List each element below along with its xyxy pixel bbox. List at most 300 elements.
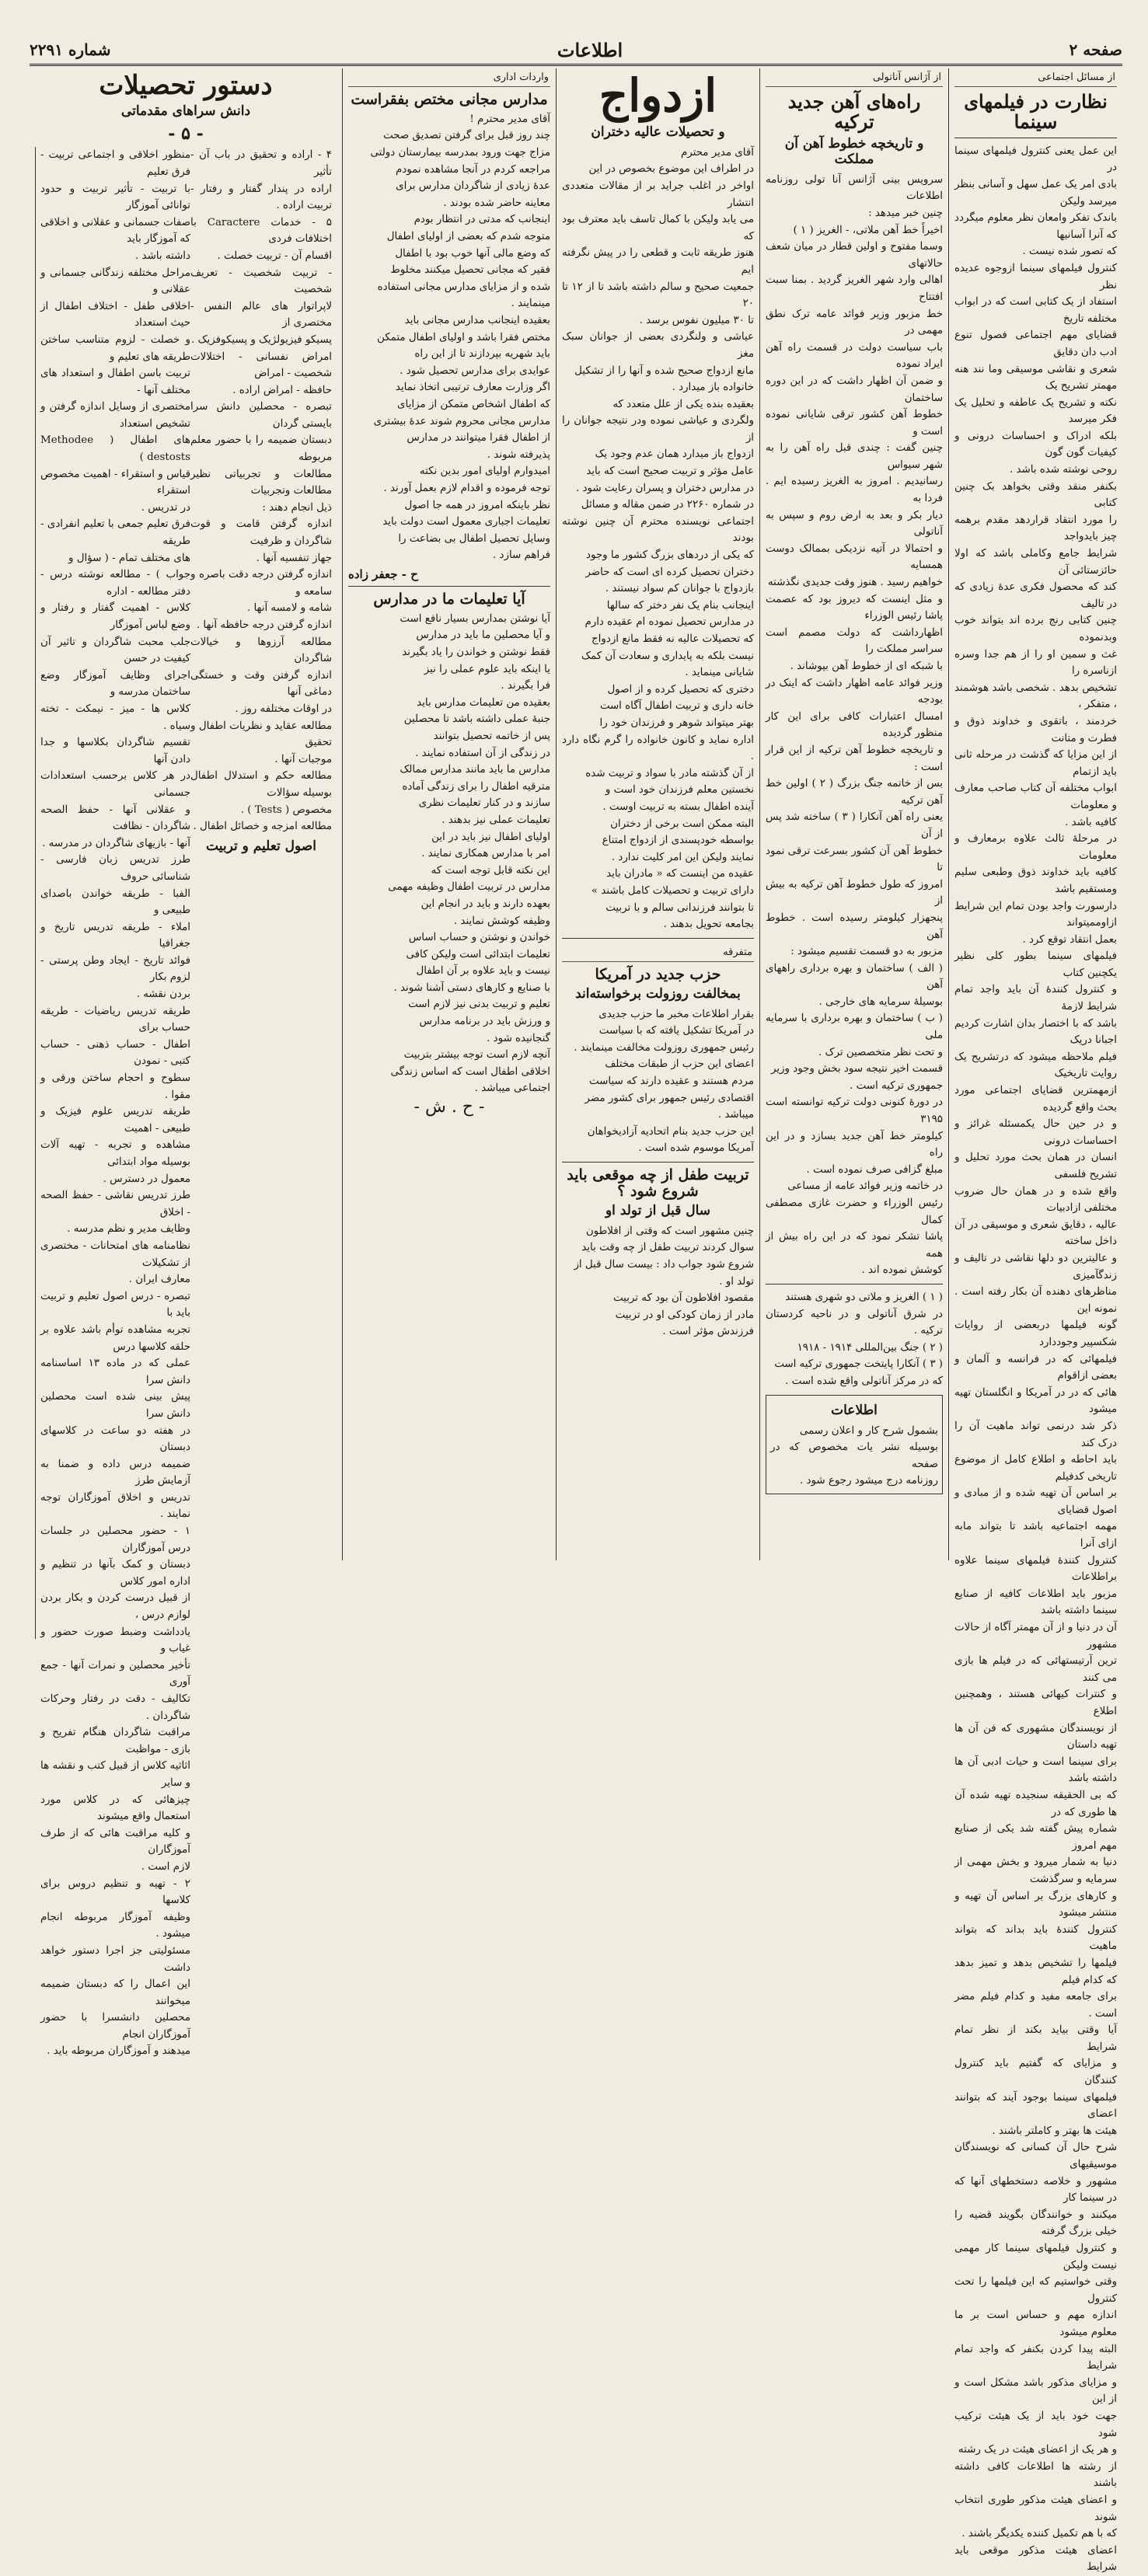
text-line: شایانی مینماید . (685, 667, 754, 679)
text-line: و هر یک از اعضای هیئت در یک رشته (958, 2444, 1117, 2456)
text-line: در خاتمه وزیر فوائد عامه از مساعی (787, 1180, 943, 1193)
text-line: منظور اخلاقی و اجتماعی تربیت - فرق تعلیم (40, 149, 190, 178)
text-line: اظهارداشت که دولت مصمم است سراسر مملکت را (766, 626, 943, 656)
text-line: استفاد از یک کتابی است که در ابواب مختلفه تاریخ (954, 296, 1117, 325)
text-line: پاشا تشکر نمود که در این راه بیش از همه (766, 1231, 943, 1260)
text-line: ( ۳ ) آنکارا پایتخت جمهوری ترکیه است (774, 1358, 943, 1371)
text-line: که تصور شده نیست . (1022, 246, 1117, 258)
page-number: صفحه ۲ (1069, 40, 1122, 59)
section-kicker: متفرقه (562, 943, 754, 962)
text-line: باشد که با اختصار بدان اشارت کردیم اجبانا دریک (954, 1017, 1117, 1047)
text-line: تولد او . (719, 1275, 754, 1288)
text-line: و کنترول فیلمهای سینما کار مهمی نیست ولیکن (954, 2243, 1117, 2271)
text-line: گنجانیده شود . (487, 1032, 550, 1044)
text-line: جمعیت صحیح و سالم داشته باشد تا از ۱۲ تا ۲۰ (562, 281, 754, 310)
text-line: تربیت باسن اطفال و استعداد های مختلف آنها - (40, 368, 190, 396)
text-line: تعلیمات عملی نیز بدهند . (441, 814, 550, 826)
text-line: آیا نوشتن بمدارس بسیار نافع است (400, 612, 550, 625)
text-line: باید احاطه و اطلاع کامل از موضوع تاریخی کدفیلم (954, 1454, 1117, 1483)
text-line: امیدوارم اولیای امور بدین نکته (419, 465, 550, 478)
text-line: تعلیمات ابتدائی است ولیکن کافی (406, 948, 550, 960)
text-line: ذیل انجام دهند : (262, 501, 332, 514)
text-line: واقع شده و در همان حال ضروب مختلفی ازادبیات (954, 1185, 1117, 1215)
text-line: فقیر که مجانی تحصیل میکنند مخلوط (390, 264, 550, 277)
text-line: فرا بگیرند . (501, 680, 550, 692)
text-line: پس از خاتمه تحصیل بتوانند (433, 730, 550, 742)
text-line: در زندگی از آن استفاده نمایند . (415, 747, 550, 759)
text-line: سطوح و احجام ساختن ورقی و مقوا . (40, 1072, 190, 1101)
column-kicker: واردات اداری (348, 68, 550, 87)
text-line: کافیه باشد . (1065, 816, 1117, 828)
text-line: وظیفه آموزگار مربوطه انجام میشود . (40, 1911, 190, 1940)
text-line: اخلاقی اطفال است که اساس زندگی (390, 1065, 550, 1078)
text-line: اطفال - حساب ذهنی - حساب کتبی - نمودن (40, 1038, 190, 1068)
text-line: آیا وقتی بیاید بکند از نظر تمام شرایط (954, 2024, 1117, 2053)
text-line: وقتی خواستیم که این فیلمها را تحت کنترول (954, 2276, 1117, 2305)
text-line: برای سینما است و حیات ادبی آن ها داشته باشد (954, 1755, 1117, 1785)
text-line: دارسورت واجد بودن تمام این شرایط ازاوممیتواند (954, 900, 1117, 929)
text-line: کلاس ها - میز - نیمکت - تخته سیاه . (40, 702, 190, 732)
columns (30, 68, 1122, 2574)
text-line: بواسطه خودپسندی از ازدواج امتناع (602, 835, 754, 847)
curriculum-right (190, 147, 337, 1639)
text-line: آن در دنیا و از آن مهمتر آگاه از حالات مشهور (954, 1622, 1117, 1651)
notice-title: اطلاعات (831, 1402, 878, 1418)
text-line: تأخیر محصلین و نمرات آنها - جمع آوری (40, 1659, 190, 1689)
text-line: دنیا به شمار میرود و بخش مهمی از سرمایه و سرگذشت (954, 1856, 1117, 1885)
text-line: کنترول کنندۀ باید بداند که بتواند ماهیت (954, 1923, 1117, 1953)
paper-name: اطلاعات (557, 38, 623, 61)
text-line: بقرار اطلاعات مخبر ما حزب جدیدی (598, 1008, 754, 1020)
text-line: ۵ - خدمات Caractere با اختلافات فردی (190, 216, 332, 246)
text-line: ذکر شد درنمی تواند ماهیت آن را درک کند (954, 1420, 1117, 1449)
text-line: فیلم ملاحظه میشود که درتشریح یک روایت تاریخیک (954, 1051, 1117, 1080)
text-line: مترقیه اطفال را برای زندگی آماده (402, 780, 550, 793)
text-line: تجربه مشاهده توأم باشد علاوه بر حلقه کلاسها درس (40, 1323, 190, 1353)
footnotes (766, 1289, 943, 1390)
text-line: مانع ازدواج صحیح شده و آنها را از تشکیل (574, 364, 754, 377)
text-line: نیست و باید علاوه بر آن اطفال (416, 965, 550, 978)
text-line: اجتماعی نویسنده محترم آن چنین نوشته بودند (562, 515, 754, 545)
section-title: حزب جدید در آمریکا (595, 965, 721, 983)
text-line: اراده در پندار گفتار و رفتار - تربیت اراده . (190, 183, 332, 212)
text-line: بعمل انتقاد توقع کرد . (1022, 933, 1117, 946)
text-line: و کلیه مراقبت هائی که از طرف آموزگاران (40, 1827, 190, 1856)
text-line: خانه داری و تربیت اطفال آگاه است (599, 700, 754, 713)
text-line: مزبور باید اطلاعات کافیه از صنایع سینما داشته باشد (954, 1588, 1117, 1617)
text-line: کوشش نموده اند . (861, 1264, 943, 1277)
text-line: چنین مشهور است که وقتی از افلاطون (585, 1225, 754, 1237)
text-line: که تحصیلات عالیه نه فقط مانع ازدواج (591, 633, 754, 646)
text-line: و ضمن آن اظهار داشت که در این دوره ساختمان (766, 375, 943, 404)
text-line: جواب ) - مطالعه نوشته درس - دفتر مطالعه - اداره (40, 569, 190, 598)
second-body (348, 611, 550, 1097)
text-line: تعلیمات اجباری معمول است دولت باید (382, 516, 550, 528)
text-line: مهمه اجتماعیه باشد تا بتواند مابه ازای آنرا (954, 1521, 1117, 1550)
text-line: کند که محصول فکری عدۀ زیادی که در تالیف (954, 581, 1117, 610)
bottom-title: تربیت طفل از چه موقعی باید شروع شود ؟ (567, 1166, 749, 1200)
text-line: تا بتوانند فرزندانی سالم و با تربیت (605, 901, 754, 914)
masthead (30, 36, 1122, 66)
text-line: بعقیده اینجانب مدارس مجانی باید (404, 315, 550, 327)
text-line: که در مرکز آناتولی واقع شده است . (785, 1375, 943, 1387)
text-line: سازند و در کنار تعلیمات نظری (418, 797, 550, 810)
text-line: اداره نماید و کانون خانواده را گرم نگاه دارد . (562, 734, 754, 763)
article-subtitle: دانش سراهای مقدماتی (120, 103, 251, 120)
text-line: بس از خاتمه جنگ بزرگ ( ۲ ) اولین خط آهن ترکیه (766, 778, 944, 807)
text-line: معارف ایران . (128, 1274, 190, 1286)
text-line: تبصره - محصلین دانش سرا بایستی گردان (190, 401, 332, 430)
text-line: آنچه لازم است توجه بیشتر بتربیت (403, 1049, 550, 1061)
text-line: می یابد ولیکن با کمال تاسف باید معترف بود که (562, 214, 754, 242)
text-line: کنترول کنندۀ فیلمهای سینما علاوه براطلاعات (954, 1554, 1117, 1584)
text-line: غث و سمین او را از هم جدا وسره ازناسره را (954, 648, 1117, 678)
text-line: فیلمها را تشخیص بدهد و تمیز بدهد که کدام فیلم (954, 1957, 1117, 1986)
text-line: وظیفه کوشش نمایند . (453, 915, 550, 927)
text-line: این نکته قابل توجه است که (431, 864, 550, 877)
text-line: و عقلانی آنها - حفظ الصحه شاگردان - نظافت (40, 803, 190, 833)
column-marriage (556, 68, 759, 1560)
text-line: و احتمالا در آتیه نزدیکی بممالک دوست همسایه (766, 542, 943, 572)
text-line: اینجانب بنام یک نفر دختر که سالها (606, 599, 754, 612)
text-line: آقای مدیر محترم ! (469, 113, 550, 125)
text-line: مطالعه حکم و استدلال اطفال بوسیله سؤالات (190, 770, 332, 799)
bottom-subtitle: سال قبل از تولد او (605, 1202, 711, 1218)
text-line: یادداشت وضبط صورت حضور و غیاب و (40, 1626, 190, 1655)
text-line: شرایط جامع وکاملی باشد که اولا حائزستائی آن (954, 548, 1117, 577)
text-line: عقیده من اینست که « مادران باید (606, 868, 754, 880)
text-line: فراهم سازد . (493, 549, 550, 562)
text-line: آقای مدیر محترم (680, 146, 754, 159)
text-line: اعضای هیئت مذکور موقعی باید شرایط (954, 2544, 1117, 2574)
text-line: جلب محبت شاگردان و تاثیر آن کیفیت در حسن (40, 636, 190, 665)
notice-box (766, 1395, 943, 1494)
text-line: عدۀ زیادی از شاگردان مدارس برای (396, 180, 550, 193)
text-line: فرزندش مؤثر است . (662, 1326, 754, 1338)
text-line: محصلین دانشسرا با حضور آموزگاران انجام (40, 2012, 190, 2041)
text-line: ۱ - حضور محصلین در جلسات درس آموزگاران (40, 1525, 190, 1554)
text-line: اجرای وظایف آموزگار وضع ساختمان مدرسه و (40, 669, 190, 699)
text-line: باب سیاست دولت در قسمت راه آهن ایراد نموده (766, 341, 943, 371)
text-line: و عالیترین دو دلها نقاشی در تالیف و زندگآمیزی (954, 1252, 1117, 1281)
text-line: عیاشی و ولنگردی بعضی از جوانان سبک مغز (562, 331, 754, 360)
text-line: اخیراً خط آهن ملاتی، - الغریز ( ۱ ) (793, 224, 943, 236)
column-kicker: از مسائل اجتماعی (954, 68, 1117, 87)
text-line: در شماره ۲۲۶۰ در ضمن مقاله و مسائل (581, 499, 754, 511)
text-line: از رشته ها اطلاعات کافی داشته باشند (954, 2460, 1117, 2490)
text-line: اجتماعی میباشد . (474, 1082, 550, 1095)
text-line: که وضع مالی آنها خوب بود با اطفال (395, 247, 550, 260)
text-line: ازدواج باز میدارد همان عدم وجود یک (595, 448, 754, 461)
text-line: روزنامه درج میشود رجوع شود . (800, 1475, 938, 1487)
text-line: کیلومتر خط آهن جدید بسازد و در این راه (766, 1130, 943, 1159)
text-line: را مورد انتقاد قراردهد مقدم برهمه چیز بایدواجد (954, 514, 1117, 543)
text-line: یعنی راه آهن آنکارا ( ۳ ) ساخته شد پس از آن (766, 811, 943, 840)
text-line: در آمریکا تشکیل یافته که با سیاست (598, 1025, 754, 1037)
text-line: در اوقات مختلفه روز . (235, 702, 332, 715)
notice-body (770, 1423, 938, 1490)
text-line: اقسام آن - تربیت خصلت . (217, 249, 332, 262)
column-free-schools (342, 68, 556, 1560)
text-line: امسال اعتبارات کافی برای این کار منظور گردیده (766, 710, 943, 740)
text-line: ( الف ) ساختمان و بهره برداری راههای آهن (766, 962, 943, 992)
text-line: متوجه شدم که بعضی از اولیای اطفال (386, 231, 550, 243)
text-line: خانواده باز میدارد . (672, 382, 754, 394)
text-line: اندازه گرفتن درجه دقت باصره و سامعه و (190, 569, 332, 598)
text-line: دبستان و کمک بآنها در تنظیم و اداره امور کلاس (40, 1559, 190, 1588)
divider (348, 586, 550, 587)
text-line: ۴ - اراده و تحقیق در باب آن - تأثیر (190, 149, 332, 178)
text-line: الفبا - طریقه خواندن باصدای طبیعی و (40, 887, 190, 917)
text-line: های مختلف تمام - ( سؤال و (68, 552, 190, 564)
text-line: اخلاقی طفل - اختلاف اطفال از حیث استعداد (40, 300, 190, 329)
text-line: بازدواج با جوانان کم سواد نیستند . (605, 583, 754, 595)
text-line: وظایف مدیر و نظم مدرسه . (67, 1223, 190, 1236)
text-line: جنبۀ عملی داشته باشد تا محصلین (403, 713, 550, 726)
text-line: بعقیده بنده یکی از علل متعدد که (612, 398, 754, 410)
text-line: چند روز قبل برای گرفتن تصدیق صحت (382, 130, 550, 142)
text-line: و خصلت - لزوم متناسب ساختن طریقه های تعلیم و (40, 333, 190, 363)
text-line: خطوط آهن آن کشور بسرعت ترقی نمود تا (766, 845, 943, 874)
divider (562, 1162, 754, 1163)
article-subtitle: و تحصیلات عالیه دختران (591, 124, 725, 140)
text-line: تعلیم و تربیت بدنی نیز لازم است (408, 999, 550, 1011)
text-line: بردن نقشه . (136, 988, 190, 1001)
text-line: و مزایای که گفتیم باید کنترول کنندگان (954, 2058, 1117, 2087)
text-line: املاء - طریقه تدریس تاریخ و جغرافیا (40, 921, 190, 950)
text-line: پذیرفته شوند . (487, 448, 550, 461)
text-line: نظر باینکه امروز در همه جا اصول (404, 499, 550, 511)
text-line: با تربیت - تأثیر تربیت و حدود توانائی آموزگار (40, 183, 190, 212)
text-line: در شرق آناتولی و در ناحیه کردستان ترکیه . (766, 1308, 943, 1337)
text-line: که با هم تکمیل کننده یکدیگر باشند . (961, 2528, 1117, 2540)
text-line: در مرحلۀ ثالث علاوه برمعارف و معلومات (954, 833, 1117, 862)
text-line: عامل مؤثر و تربیت صحیح است که باید (586, 465, 754, 478)
text-line: گونه فیلمها دربعضی از روایات شکسپیر وجوددارد (954, 1319, 1117, 1348)
text-line: و کنترات کیهائی هستند ، وهمچنین اطلاع (954, 1689, 1117, 1717)
text-line: که بی الحقیقه سنجیده تهیه شده آن ها طوری که در (954, 1789, 1117, 1818)
text-line: بوسیلۀ سرمایه های خارجی . (818, 995, 943, 1008)
text-line: بهتر میتواند شوهر و فرزندان خود را (599, 716, 754, 729)
text-line: اگر وزارت معارف ترتیبی اتخاذ نماید (395, 382, 550, 394)
text-line: مبلغ گزافی صرف نموده است . (806, 1163, 943, 1176)
text-line: طرز تدریس زبان فارسی - شناسائی حروف (40, 854, 190, 883)
text-line: مردم هستند و عقیده دارند که سیاست (589, 1075, 754, 1087)
text-line: و آیا محصلین ما باید در مدارس (416, 629, 550, 642)
text-line: فیلمهای سینما بطور کلی نظیر یکچنین کتاب (954, 950, 1117, 979)
text-line: سرویس بینی آژانس آنا تولی روزنامه اطلاعات (766, 173, 943, 203)
text-line: طریقه تدریس علوم فیزیک و طبیعی - اهمیت (40, 1106, 190, 1135)
text-line: امروز که طول خطوط آهن ترکیه به بیش از (766, 878, 943, 908)
column-kicker: از آژانس آناتولی (766, 68, 943, 87)
text-line: مدارس ما باید مانند مدارس ممالک (400, 764, 550, 776)
text-line: البته ممکن است برخی از دختران (610, 817, 754, 830)
text-line: مطالعه آرزوها و خیالات شاگردان (190, 636, 332, 665)
text-line: خط مزبور وزیر فوائد عامه ترک نطق مهمی در (766, 308, 943, 337)
text-line: دیار بکر و بعد به ارض روم و سپس به آناتولی (766, 509, 943, 539)
text-line: تبصره - درس اصول تعلیم و تربیت باید با (40, 1290, 190, 1319)
text-line: این عمل یعنی کنترول فیلمهای سینما در (954, 145, 1117, 174)
bottom-body (562, 1223, 754, 1340)
text-line: مسئولیتی جز اجرا دستور خواهد داشت (40, 1944, 190, 1974)
text-line: هنوز طریقه ثابت و قطعی را در پیش نگرفته ایم (562, 247, 754, 276)
text-line: جهت خود باید از یک هیئت ترکیب شود (954, 2410, 1117, 2439)
text-line: پیش بینی شده است محصلین دانش سرا (40, 1391, 190, 1420)
text-line: میباشد . (717, 1109, 754, 1121)
text-line: رئیس جمهوری روزولت مخالفت مینمایند . (574, 1041, 754, 1054)
text-line: بجامعه تحویل بدهند . (663, 919, 754, 931)
text-line: دبستان ضمیمه را با حضور معلم مربوطه (190, 434, 332, 464)
text-line: اندازه گرفتن درجه حافظه آنها . (196, 619, 332, 632)
text-line: صفات جسمانی و عقلانی و اخلاقی که آموزگار باید (40, 216, 190, 246)
text-line: فیلمهای سینما بوجود آیند که بتوانند اعضای (954, 2091, 1117, 2121)
text-line: عوایدی برای مدارس تحصیل شود . (400, 364, 550, 377)
text-line: پسیکو فیزیولژیک و پسیکوفزیک . (191, 333, 332, 346)
text-line: نیست بلکه به پایداری و سعادت آن کمک (581, 650, 754, 662)
text-line: از آن گذشته مادر با سواد و تربیت شده (585, 767, 754, 779)
text-line: ۲ - تهیه و تنظیم دروس برای کلاسها (40, 1877, 190, 1907)
text-line: در اطراف این موضوع بخصوص در این (588, 163, 754, 176)
article-title: مدارس مجانی مختص بفقراست (351, 91, 548, 108)
text-line: در دورۀ کنونی دولت ترکیه توانسته است ۳۱۹۵ (766, 1096, 943, 1126)
text-line: میکنند و خوانندگان بگویند قضیه را خیلی بزرگ گرفته (954, 2208, 1117, 2238)
text-line: که اطفال اشخاص متمکن از مزایای (397, 398, 550, 410)
text-line: مادر از زمان کودکی او در تربیت (615, 1309, 754, 1321)
text-line: یا اینکه باید علوم عملی را نیز (424, 663, 550, 675)
text-line: و کنترول کنندۀ آن باید واجد تمام شرایط لازمۀ (954, 984, 1117, 1013)
article-body (562, 145, 754, 933)
text-line: شعری و نقاشی موسیقی وما نند هنه مهمتر تشریح یک (954, 363, 1117, 392)
article-title: راه‌های آهن جدید ترکیه (787, 90, 921, 134)
text-line: معاینه حاضر شده بودند . (443, 197, 550, 209)
article-body (766, 172, 943, 1279)
text-line: اقتصادی رئیس جمهور برای کشور مضر (584, 1092, 754, 1104)
text-line: در هفته دو ساعت در کلاسهای دبستان (40, 1424, 190, 1454)
text-line: بشمول شرح کار و اعلان رسمی (799, 1424, 938, 1437)
text-line: این اعمال را که دبستان ضمیمه میخوانند (40, 1978, 190, 2007)
text-line: امر با مدارس همکاری نمایند . (421, 848, 550, 860)
text-line: تکالیف - دقت در رفتار وحرکات شاگردان . (40, 1693, 190, 1722)
article-title: ازدواج (598, 69, 717, 122)
text-line: روحی نوشته شده باشد . (1009, 464, 1117, 476)
text-line: آینده اطفال بسته به تربیت اوست . (602, 800, 754, 813)
text-line: نظامنامه های امتحانات - مختصری از تشکیلات (40, 1239, 190, 1269)
text-line: طرز تدریس نقاشی - حفظ الصحه - اخلاق (40, 1190, 190, 1218)
text-line: فیلمهائی که در فرانسه و آلمان و بعضی ازاقوام (954, 1353, 1117, 1382)
text-line: بر اساس آن تهیه شده و از مبادی و اصول قضایای (954, 1487, 1117, 1516)
newspaper-page (30, 36, 1122, 2574)
section-subtitle: بمخالفت روزولت برخواسته‌اند (575, 985, 741, 1002)
curriculum-body (190, 147, 332, 835)
text-line: و تحت نظر متخصصین ترک . (818, 1046, 943, 1058)
text-line: ضمیمه درس داده و ضمنا به آزمایش طرز (40, 1458, 190, 1487)
text-line: فوائد تاریخ - ایجاد وطن پرستی - لزوم بکار (40, 954, 190, 984)
text-line: بوسیله نشر یات مخصوص که در صفحه (770, 1441, 938, 1470)
text-line: دختری که تحصیل کرده و از اصول (607, 683, 754, 695)
text-line: لازم است . (141, 1860, 190, 1873)
text-line: تدریس و اخلاق آموزگاران توجه نمایند . (40, 1491, 190, 1521)
text-line: از نویسندگان مشهوری که فن آن ها تهیه داستان (954, 1722, 1117, 1752)
text-line: دختران تحصیل کرده ای است که حاضر (585, 566, 754, 578)
text-line: اهالی وارد شهر الغریز گردید . بمنا سبت افتتاح (766, 274, 943, 303)
text-line: کنترول فیلمهای سینما ازوجوه عدیده نظر (954, 262, 1117, 291)
text-line: نکته و تشریح یک عاطفه و تحلیل یک فکر میرسد (954, 396, 1117, 426)
text-line: چنین گفت : چندی قبل راه آهن را به شهر سیواس (766, 442, 943, 471)
text-line: نمایند ولیکن این امر کلیت ندارد . (611, 851, 754, 863)
text-line: برای جامعه مفید و کدام فیلم مضر است . (954, 1991, 1117, 2020)
text-line: و ورزش باید در برنامه مدارس (419, 1016, 550, 1028)
text-line: وزیر فوائد عامه اظهار داشت که اینک در بودجه (766, 677, 943, 706)
text-line: مطالعه عقاید و نظریات اطفال و تحقیق (190, 720, 332, 749)
article-title: دستور تحصیلات (99, 70, 273, 101)
text-line: باندک تفکر وامعان نظر معلوم میگردد که آنرا آسانیها (954, 212, 1117, 241)
text-line: شامه و لامسه آنها . (246, 602, 332, 615)
second-title: آیا تعلیمات ما در مدارس (373, 590, 525, 608)
text-line: در مدارس دختران و پسران رعایت شود . (575, 482, 754, 494)
text-line: فقط نوشتن و خواندن را یاد بگیرند (402, 647, 550, 658)
text-line: جمهوری ترکیه است . (850, 1079, 943, 1092)
text-line: وسما مفتوح و اولین قطار در میان شعف حالاتهای (766, 241, 943, 270)
section-heading: اصول تعلیم و تربیت (206, 838, 316, 854)
curriculum-body-2 (40, 147, 190, 2060)
part-number: - ۵ - (168, 124, 204, 145)
article-subtitle: و تاریخچه خطوط آهن آن مملکت (784, 135, 924, 167)
text-line: قیاس و استقراء - اهمیت مخصوص استقراء (40, 468, 190, 497)
text-line: ( ۲ ) جنگ بین‌المللی ۱۹۱۴ - ۱۹۱۸ (797, 1341, 943, 1354)
text-line: تقسیم شاگردان بکلاسها و جدا دادن آنها (40, 737, 190, 765)
article-body (348, 111, 550, 564)
curriculum-left (35, 147, 190, 2058)
text-line: کافیه باید خداوند ذوق وطبعی سلیم ومستقیم باشد (954, 866, 1117, 895)
text-line: و مثل اینست که دیروز بود که عصمت پاشا رئیس الوزراء (766, 593, 943, 622)
text-line: اثاثیه کلاس از قبیل کتب و نقشه ها و سایر (40, 1760, 190, 1789)
text-line: - تربیت شخصیت - تعریف شخصیت (190, 267, 332, 296)
text-line: تشخیص بدهد . شخصی باشد هوشمند ، متفکر ، (954, 681, 1117, 711)
text-line: بادی امر یک عمل سهل و آسانی بنظر میرسد ولیکن (954, 178, 1117, 207)
text-line: میدهند و آموزگاران مربوطه باید . (47, 2045, 190, 2058)
text-line: و مزایای مذکور باشد مشکل است و از این (954, 2376, 1117, 2406)
text-line: که یکی از دردهای بزرگ کشور ما وجود (586, 549, 754, 562)
text-line: مخصوص ( Tests ) . (240, 803, 332, 816)
text-line: جهاز تنفسیه آنها . (256, 552, 332, 564)
text-line: آنها - بازیهای شاگردان در مدرسه . (42, 837, 190, 849)
text-line: در تدریس . (141, 501, 190, 514)
text-line: باید شهریه بپردازند تا از این راه (414, 348, 550, 361)
text-line: مراقبت شاگردان هنگام تفریح و بازی - مواظبت (40, 1727, 190, 1755)
text-line: موجبات آنها . (274, 753, 332, 765)
text-line: شماره پیش گفته شد یکی از صنایع مهم امروز (954, 1823, 1117, 1852)
text-line: ترین آرتیستهائی که در فیلم ها بازی می کنند (954, 1655, 1117, 1684)
text-line: هائی که در در آمریکا و انگلستان تهیه میشود (954, 1386, 1117, 1416)
text-line: آمریکا موسوم شده است . (638, 1142, 754, 1155)
text-line: مزاج جهت ورود بمدرسه بیمارستان دولتی (370, 147, 550, 159)
text-line: خواهیم رسید . هنوز وقت جدیدی نگذشته (767, 577, 943, 589)
text-line: خواندن و نوشتن و حساب اساس (408, 932, 550, 944)
text-line: مراجعه کردم در آنجا مشاهده نمودم (395, 163, 550, 176)
text-line: اعضای این حزب از طبقات مختلف (605, 1058, 754, 1071)
text-line: فرق تعلیم جمعی با تعلیم انفرادی - طریقه (40, 518, 190, 548)
text-line: در مدارس تحصیل نموده ام عقیده دارم (584, 616, 754, 629)
text-line: رئیس الوزراء و حضرت غازی مصطفی کمال (766, 1197, 943, 1226)
text-line: رسانیدیم . امروز به الغریز رسیده ایم . فردا به (766, 476, 943, 505)
text-line: شرح حال آن کسانی که نویسندگان موسیقیهای (954, 2142, 1117, 2171)
article-body (954, 143, 1117, 2576)
author-signature: ح - جعفر زاده (348, 566, 418, 581)
text-line: مختص فقرا باشد و اولیای اطفال متمکن (377, 331, 550, 343)
column-cinema (948, 68, 1122, 2574)
text-line: بعقیده من تعلیمات مدارس باید (417, 696, 550, 709)
text-line: البته پیدا کردن بکنفر که واجد تمام شرایط (954, 2343, 1117, 2372)
